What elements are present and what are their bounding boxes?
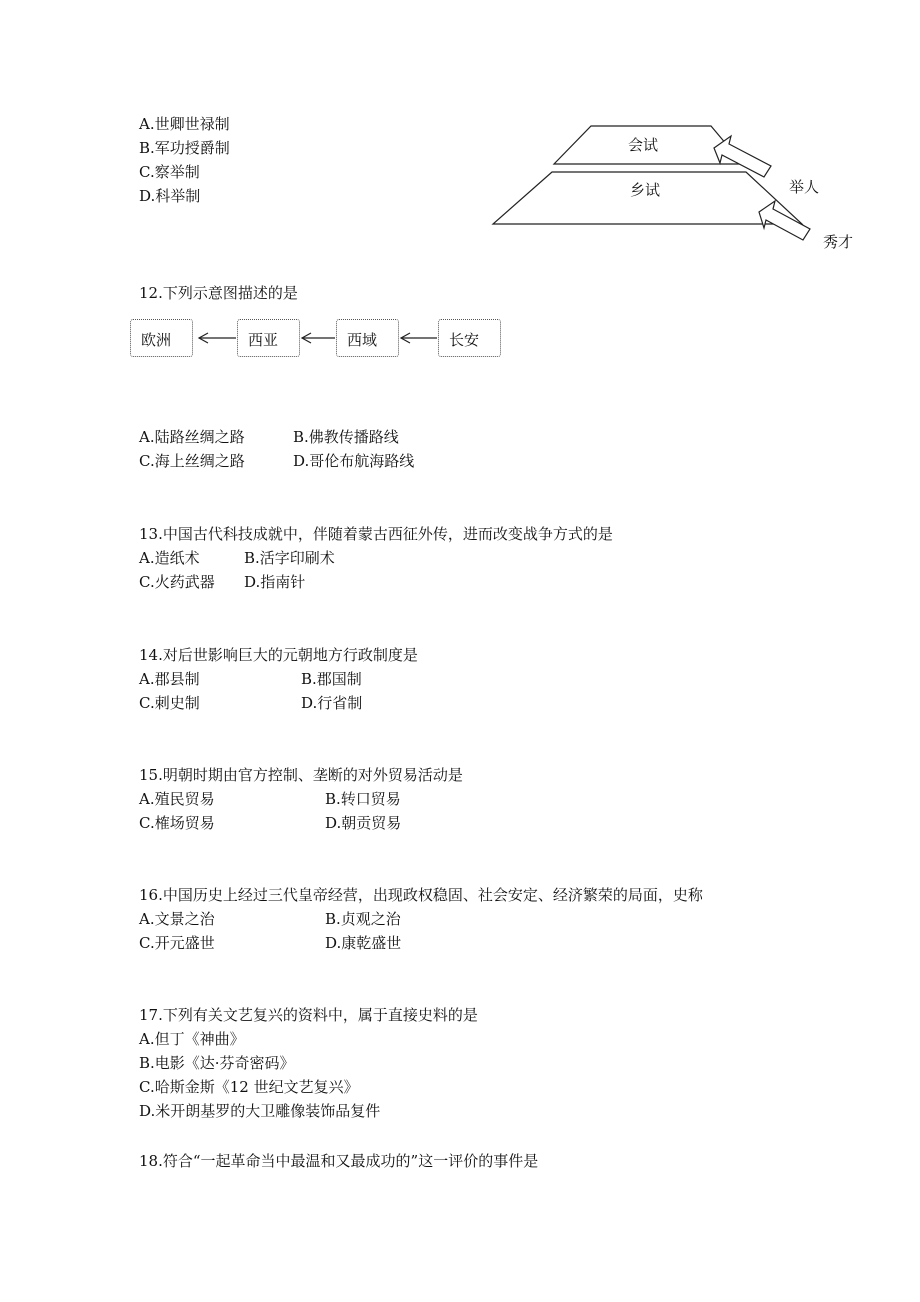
q12-stem: 12.下列示意图描述的是 <box>139 284 298 302</box>
q17-option-c: C.哈斯金斯《12 世纪文艺复兴》 <box>139 1078 359 1096</box>
q14-stem: 14.对后世影响巨大的元朝地方行政制度是 <box>139 646 418 664</box>
route-label: 西亚 <box>248 331 279 349</box>
route-label: 西域 <box>347 331 378 349</box>
q17-option-d: D.米开朗基罗的大卫雕像装饰品复件 <box>139 1102 381 1120</box>
q15-option-d: D.朝贡贸易 <box>325 814 402 832</box>
q14-option-c: C.刺史制 <box>139 694 200 712</box>
q15-option-b: B.转口贸易 <box>325 790 401 808</box>
q16-option-a: A.文景之治 <box>139 910 215 928</box>
route-label: 欧洲 <box>141 331 172 349</box>
q11-option-d: D.科举制 <box>139 187 201 205</box>
route-arrows <box>0 0 920 400</box>
q14-option-d: D.行省制 <box>301 694 363 712</box>
q12-option-b: B.佛教传播路线 <box>293 428 399 446</box>
q11-option-a: A.世卿世禄制 <box>139 115 230 133</box>
q17-option-b: B.电影《达·芬奇密码》 <box>139 1054 295 1072</box>
q11-option-c: C.察举制 <box>139 163 200 181</box>
q13-option-a: A.造纸术 <box>139 549 200 567</box>
q12-option-a: A.陆路丝绸之路 <box>139 428 245 446</box>
q13-option-b: B.活字印刷术 <box>244 549 335 567</box>
pyramid-top-label: 会试 <box>628 136 659 154</box>
q12-option-d: D.哥伦布航海路线 <box>293 452 415 470</box>
q18-stem: 18.符合“一起革命当中最温和又最成功的”这一评价的事件是 <box>139 1152 539 1170</box>
q12-option-c: C.海上丝绸之路 <box>139 452 245 470</box>
q15-option-c: C.榷场贸易 <box>139 814 215 832</box>
q16-option-b: B.贞观之治 <box>325 910 401 928</box>
arrow-label-lower: 秀才 <box>823 233 854 251</box>
route-label: 长安 <box>449 331 480 349</box>
q17-stem: 17.下列有关文艺复兴的资料中，属于直接史料的是 <box>139 1006 478 1024</box>
q17-option-a: A.但丁《神曲》 <box>139 1030 245 1048</box>
q14-option-b: B.郡国制 <box>301 670 362 688</box>
q13-option-d: D.指南针 <box>244 573 306 591</box>
pyramid-middle-label: 乡试 <box>630 181 661 199</box>
q13-stem: 13.中国古代科技成就中，伴随着蒙古西征外传，进而改变战争方式的是 <box>139 525 613 543</box>
arrow-left-icon <box>401 333 437 343</box>
q13-option-c: C.火药武器 <box>139 573 215 591</box>
q15-stem: 15.明朝时期由官方控制、垄断的对外贸易活动是 <box>139 766 463 784</box>
q14-option-a: A.郡县制 <box>139 670 200 688</box>
q16-option-c: C.开元盛世 <box>139 934 215 952</box>
arrow-left-icon <box>302 333 335 343</box>
arrow-left-icon <box>199 333 236 343</box>
arrow-label-upper: 举人 <box>789 178 820 196</box>
q16-stem: 16.中国历史上经过三代皇帝经营，出现政权稳固、社会安定、经济繁荣的局面，史称 <box>139 886 703 904</box>
q16-option-d: D.康乾盛世 <box>325 934 402 952</box>
q15-option-a: A.殖民贸易 <box>139 790 215 808</box>
q11-option-b: B.军功授爵制 <box>139 139 230 157</box>
